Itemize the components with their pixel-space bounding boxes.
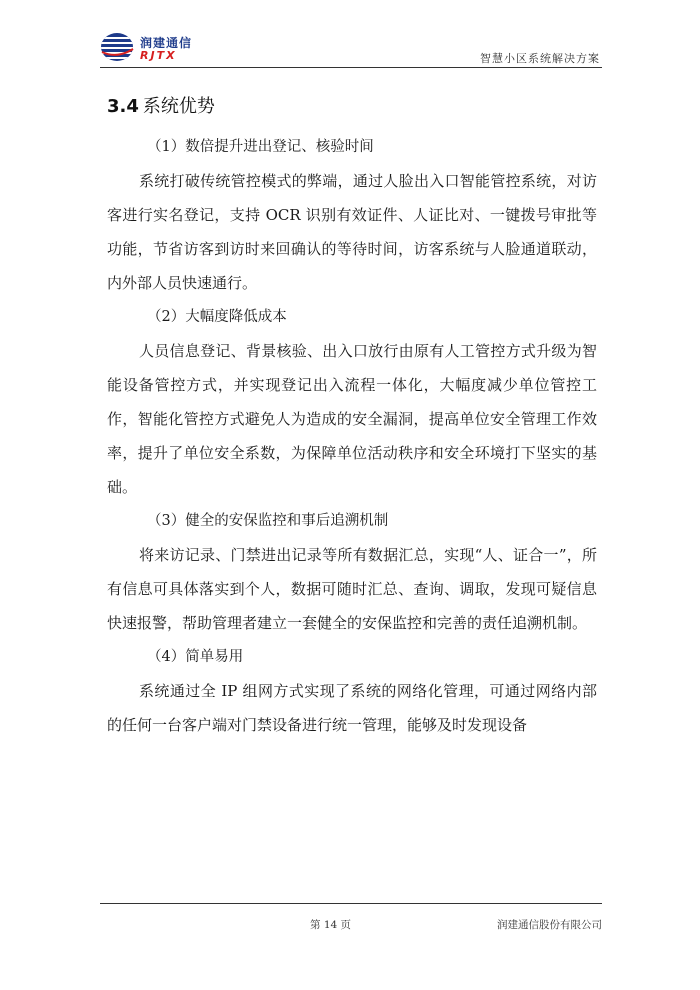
item-paragraph-4: 系统通过全 IP 组网方式实现了系统的网络化管理，可通过网络内部的任何一台客户端对门禁设备进行统一管理，能够及时发现设备	[107, 682, 597, 734]
company-logo	[100, 28, 220, 66]
page-number: 第 14 页	[310, 919, 352, 931]
section-number: 3.4	[107, 96, 139, 117]
document-title: 智慧小区系统解决方案	[480, 52, 600, 65]
item-heading-3: （3）健全的安保监控和事后追溯机制	[147, 513, 389, 529]
logo-chinese-text: 润建通信	[140, 36, 193, 50]
item-paragraph-3: 将来访记录、门禁进出记录等所有数据汇总，实现“人、证合一”，所有信息可具体落实到个人，数据可随时汇总、查询、调取，发现可疑信息快速报警，帮助管理者建立一套健全的安保监控和完善的责任追溯机制。	[107, 546, 597, 632]
item-heading-2: （2）大幅度降低成本	[147, 309, 287, 325]
header-divider	[100, 67, 602, 68]
globe-stripes-icon	[100, 32, 134, 62]
footer-divider	[100, 903, 602, 904]
section-body	[107, 130, 597, 742]
item-heading-1: （1）数倍提升进出登记、核验时间	[147, 139, 374, 155]
item-paragraph-1: 系统打破传统管控模式的弊端，通过人脸出入口智能管控系统，对访客进行实名登记，支持 OCR 识别有效证件、人证比对、一键拨号审批等功能，节省访客到访时来回确认的等待时间，访客系统与人脸通道联动，内外部人员快速通行。	[107, 172, 597, 292]
section-heading	[107, 92, 215, 118]
footer-company-name: 润建通信股份有限公司	[497, 919, 602, 931]
logo-english-text: RJTX	[140, 49, 177, 62]
section-title-text: 系统优势	[142, 96, 215, 117]
page-header	[100, 28, 600, 68]
item-heading-4: （4）简单易用	[147, 649, 244, 665]
item-paragraph-2: 人员信息登记、背景核验、出入口放行由原有人工管控方式升级为智能设备管控方式，并实现登记出入流程一体化，大幅度减少单位管控工作，智能化管控方式避免人为造成的安全漏洞，提高单位安全管理工作效率，提升了单位安全系数，为保障单位活动秩序和安全环境打下坚实的基础。	[107, 342, 597, 496]
